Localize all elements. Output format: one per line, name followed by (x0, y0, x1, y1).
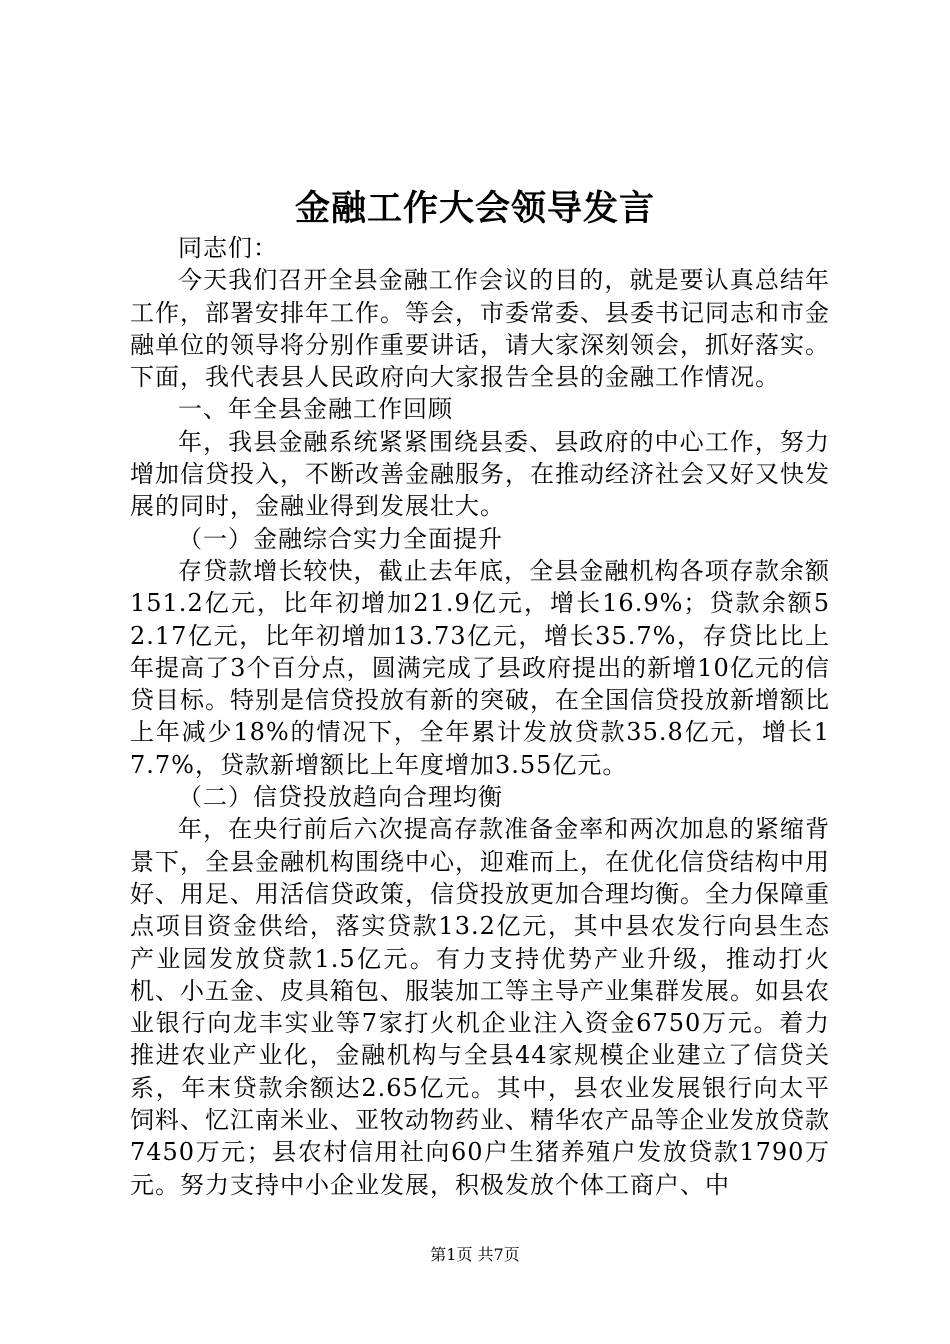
subsection-heading-2: （二）信贷投放趋向合理均衡 (178, 783, 503, 812)
document-title: 金融工作大会领导发言 (294, 188, 655, 229)
credit-allocation-paragraph: 年，在央行前后六次提高存款准备金率和两次加息的紧缩背景下，全县金融机构围绕中心，迎难而上，在优化信贷结构中用好、用足、用活信贷政策，信贷投放更加合理均衡。全力保障重点项目资金供给，落实贷款13.2亿元，其中县农发行向县生态产业园发放贷款1.5亿元。有力支持优势产业升级，推动打火机、小五金、皮具箱包、服装加工等主导产业集群发展。如县农业银行向龙丰实业等7家打火机企业注入资金6750万元。着力推进农业产业化，金融机构与全县44家规模企业建立了信贷关系，年末贷款余额达2.65亿元。其中，县农业发展银行向太平饲料、忆江南米业、亚牧动物药业、精华农产品等企业发放贷款7450万元；县农村信用社向60户生猪养殖户发放贷款1790万元。努力支持中小企业发展，积极发放个体工商户、中 (130, 815, 830, 1199)
document-body (130, 232, 830, 1201)
salutation: 同志们： (178, 234, 278, 262)
intro-paragraph: 今天我们召开全县金融工作会议的目的，就是要认真总结年工作，部署安排年工作。等会，市委常委、县委书记同志和市金融单位的领导将分别作重要讲话，请大家深刻领会，抓好落实。下面，我代表县人民政府向大家报告全县的金融工作情况。 (130, 266, 830, 392)
subsection-heading-1: （一）金融综合实力全面提升 (178, 524, 503, 553)
page-number: 第1页 共7页 (430, 1245, 520, 1264)
overview-paragraph: 年，我县金融系统紧紧围绕县委、县政府的中心工作，努力增加信贷投入，不断改善金融服务，在推动经济社会又好又快发展的同时，金融业得到发展壮大。 (130, 427, 830, 521)
section-heading-1: 一、年全县金融工作回顾 (178, 395, 453, 424)
deposits-loans-paragraph: 存贷款增长较快，截止去年底，全县金融机构各项存款余额151.2亿元，比年初增加21.9亿元，增长16.9%；贷款余额52.17亿元，比年初增加13.73亿元，增长35.7%，存贷比比上年提高了3个百分点，圆满完成了县政府提出的新增10亿元的信贷目标。特别是信贷投放有新的突破，在全国信贷投放新增额比上年减少18%的情况下，全年累计发放贷款35.8亿元，增长17.7%，贷款新增额比上年度增加3.55亿元。 (130, 556, 830, 779)
